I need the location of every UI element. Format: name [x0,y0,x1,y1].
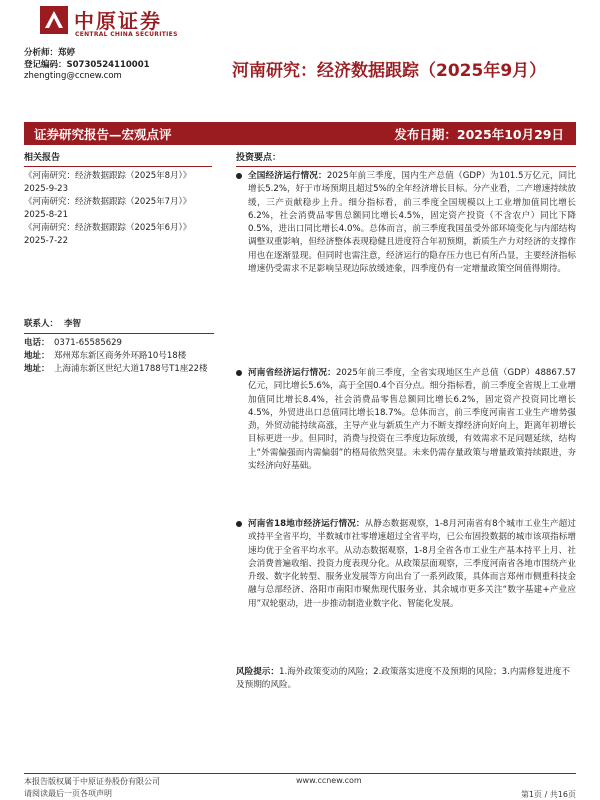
contact-label: 联系人： [24,319,59,329]
related-reports [24,150,212,248]
analyst-name: 郑婷 [58,48,76,58]
phone-number[interactable]: 0371-65585629 [54,338,122,348]
bullet-dot-icon [236,173,242,179]
footer-copyright: 本报告版权属于中原证券股份有限公司 [24,777,160,786]
risk-label: 风险提示： [236,667,279,677]
registration-row [24,60,150,72]
company-logo-mark-icon [40,6,68,34]
analyst-label: 分析师： [24,48,59,58]
address-row [24,363,214,376]
related-reports-heading: 相关报告 [24,150,212,167]
footer-disclaimer-link[interactable]: 请阅读最后一页各项声明 [24,789,112,798]
page-number: 第1页 / 共16页 [520,790,576,799]
address-shanghai: 上海浦东新区世纪大道1788号T1座22楼 [54,364,208,374]
contact-info [24,318,214,376]
list-item[interactable] [24,222,212,248]
address-zhengzhou: 郑州郑东新区商务外环路10号18楼 [54,351,187,361]
footer-notice [24,776,160,800]
bullet-body: 2025年前三季度，全省实现地区生产总值（GDP）48867.57亿元，同比增长5.6%，高于全国0.4个百分点。细分指标看，前三季度全省规上工业增加值同比增长8.4%，社会消费品零售总额同比增长6.2%，固定资产投资同比增长4.5%，外贸进出口总值同比增长18.7%。总体而言，前三季度河南省工业生产增势强劲，外贸动能持续高涨，主导产业与新质生产力不断支撑经济向好向上，距离年初增长目标更进一步。但同时，消费与投资在三季度边际放缓，有效需求不足问题延续，结构上“外需偏强而内需偏弱”的格局依然突显。未来仍需存量政策与增量政策持续跟进，夯实经济向好基础。 [248,368,576,472]
report-title: 河南研究：经济数据跟踪（2025年9月） [232,61,547,81]
analyst-email[interactable]: zhengting@ccnew.com [24,71,122,81]
bullet-text [248,518,576,611]
bullet-national-economy [236,170,576,276]
footer-divider [24,773,576,774]
related-report-title[interactable]: 《河南研究：经济数据跟踪（2025年8月）》 [24,171,192,181]
contact-name-row [24,318,214,334]
report-category: 证券研究报告—宏观点评 [34,127,172,142]
bullet-body: 从静态数据观察，1-8月河南省有8个城市工业生产超过或持平全省平均，半数城市社零增速超过全省平均，已公布固投数据的城市该项指标增速均优于全省平均水平。从动态数据观察，1-8月全省各市工业生产基本持平上月、社会消费普遍收缩、投资力度表现分化。从政策层面观察，三季度河南省各地市围绕产业升级、数字化转型、服务业发展等方向出台了一系列政策，具体而言郑州市侧重科技金融与总部经济、洛阳市南阳市聚焦现代服务业、其余城市更多关注“数字基建+产业应用”双轮驱动，进一步推动制造业数字化、智能化发展。 [248,519,576,609]
analyst-row [24,48,150,60]
footer-website[interactable]: www.ccnew.com [296,776,362,785]
address-label: 地址： [24,351,50,361]
bullet-henan-cities [236,518,576,611]
related-report-title[interactable]: 《河南研究：经济数据跟踪（2025年7月）》 [24,197,192,207]
logo-chinese-name: 中原证券 [74,9,162,33]
bullet-label: 全国经济运行情况： [248,171,327,181]
bullet-label: 河南省经济运行情况： [248,368,336,378]
bullet-text [248,367,576,473]
investment-highlights [236,150,576,167]
analyst-info [24,48,150,83]
related-report-title[interactable]: 《河南研究：经济数据跟踪（2025年6月）》 [24,223,192,233]
address-row [24,350,214,363]
bullet-text [248,170,576,276]
company-logo [40,6,190,42]
risk-text: 1.海外政策变动的风险；2.政策落实进度不及预期的风险；3.内需修复进度不及预期的风险。 [236,667,570,691]
registration-label: 登记编码： [24,59,67,70]
publish-date: 发布日期：2025年10月29日 [394,127,564,142]
bullet-label: 河南省18地市经济运行情况： [248,519,365,529]
related-report-date: 2025-7-22 [24,236,68,246]
bullet-henan-economy [236,367,576,473]
list-item[interactable] [24,196,212,222]
list-item[interactable] [24,170,212,196]
bullet-dot-icon [236,370,242,376]
related-report-date: 2025-9-23 [24,184,68,194]
address-label: 地址： [24,364,50,374]
risk-warning [236,666,576,693]
phone-label: 电话： [24,338,50,348]
bullet-dot-icon [236,521,242,527]
registration-code: S0730524110001 [66,59,150,70]
logo-english-name: CENTRAL CHINA SECURITIES [75,31,178,38]
investment-highlights-heading: 投资要点： [236,150,576,167]
related-reports-list [24,170,212,248]
report-category-band [24,122,576,145]
related-report-date: 2025-8-21 [24,210,68,220]
contact-name: 李智 [64,319,82,329]
phone-row [24,337,214,350]
bullet-body: 2025年前三季度，国内生产总值（GDP）为101.5万亿元，同比增长5.2%，好于市场预期且超过5%的全年经济增长目标。分产业看，二产增速持续放缓，三产贡献稳步上升。细分指标看，前三季度全国规模以上工业增加值同比增长6.2%，社会消费品零售总额同比增长4.5%，固定资产投资（不含农户）同比下降0.5%，进出口同比增长4.0%。总体而言，前三季度我国虽受外部环境变化与内部结构调整双重影响，但经济整体表现稳健且进度符合年初预期，新质生产力对经济的支撑作用也在逐渐显现。但同时也需注意，经济运行的隐存压力也已有所凸显，主要经济指标增速仍受需求不足影响呈现边际放缓迹象，四季度仍有一定增量政策空间值得期待。 [248,171,576,275]
